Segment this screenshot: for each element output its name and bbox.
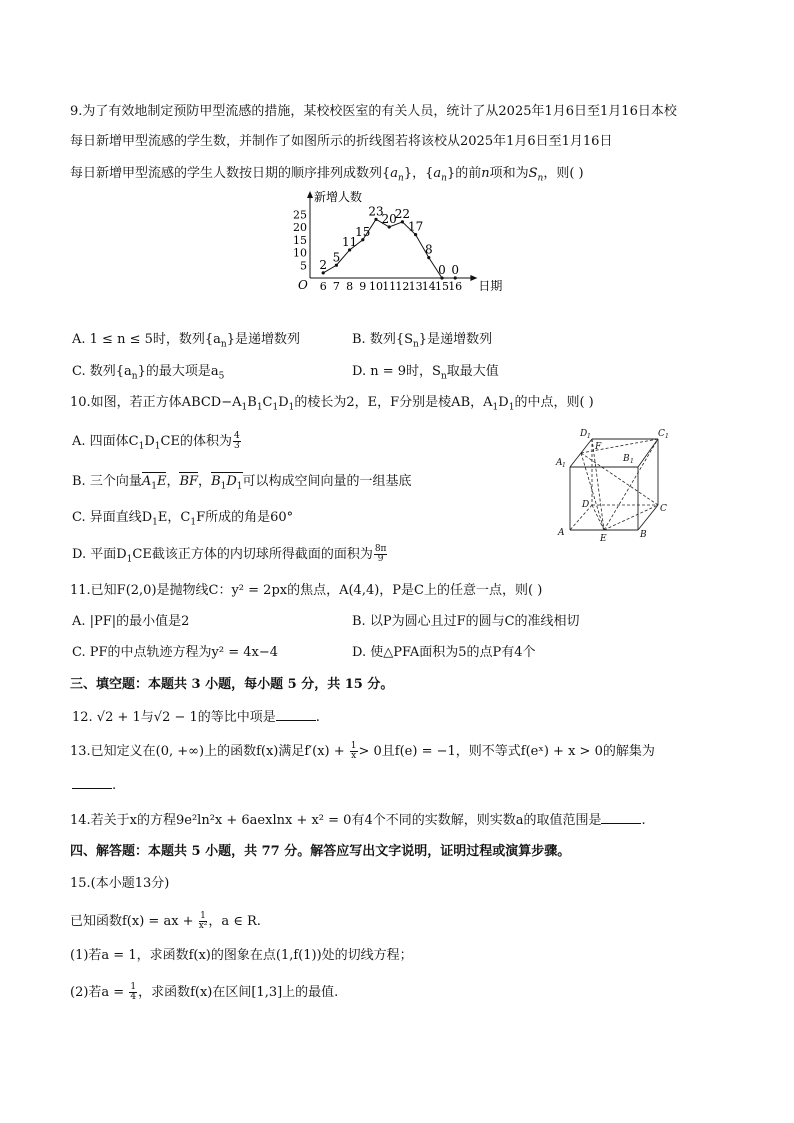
data-label: 15 bbox=[355, 224, 371, 239]
svg-text:1: 1 bbox=[665, 433, 669, 440]
data-label: 0 bbox=[438, 263, 446, 277]
label-d: D bbox=[582, 500, 590, 510]
x-tick-label: 10 bbox=[369, 280, 383, 293]
y-tick-label: 25 bbox=[293, 208, 307, 222]
x-tick-label: 13 bbox=[408, 280, 423, 293]
q10-option-c: C. 异面直线$D_1E$，$C_1F$所成的角是60° bbox=[72, 510, 294, 528]
q11-stem: 11.已知F(2,0)是抛物线C：y² = 2px的焦点，A(4,4)，P是C上的任意一点，则( ) bbox=[70, 583, 543, 598]
x-tick-label: 15 bbox=[435, 280, 449, 293]
q15-title: 15.(本小题13分) bbox=[70, 876, 170, 891]
q12-answer-blank bbox=[276, 708, 316, 721]
label-c: C bbox=[660, 504, 667, 514]
label-b1: B bbox=[623, 454, 630, 464]
x-tick-label: 9 bbox=[359, 280, 367, 293]
x-tick-label: 8 bbox=[346, 280, 354, 293]
data-label: 11 bbox=[341, 234, 358, 249]
q12: 12. √2 + 1与√2 − 1的等比中项是 . bbox=[72, 710, 320, 725]
q10-option-d: D. 平面$D_1CE$截该正方体的内切球所得截面的面积为 $\frac{8\pi}{9}$ bbox=[72, 544, 387, 565]
q13: 13.已知定义在(0, +∞)上的函数f(x)满足f′(x) + $\frac{1}{x}$ > 0且f(e) = −1，则不等式f(eˣ) + x > 0的解集为 bbox=[70, 741, 655, 761]
q13-answer-blank bbox=[72, 776, 112, 789]
label-c1: C bbox=[658, 429, 665, 439]
y-tick-label: 10 bbox=[293, 246, 307, 260]
q11-option-a: A. |PF|的最小值是2 bbox=[72, 614, 190, 629]
section-4-heading: 四、解答题：本题共 5 小题，共 77 分。解答应写出文字说明，证明过程或演算步骤。 bbox=[70, 844, 571, 859]
q10-option-a: A. 四面体$C_1D_1CE$的体积为 $\frac{4}{3}$ bbox=[72, 431, 240, 452]
x-tick-label: 11 bbox=[382, 280, 397, 293]
q15-given: 已知函数f(x) = ax + $\frac{1}{\text{x²}}$ ，a ∈ R. bbox=[70, 911, 261, 931]
q11-option-b: B. 以P为圆心且过F的圆与C的准线相切 bbox=[352, 614, 580, 629]
svg-text:1: 1 bbox=[562, 462, 566, 469]
label-e: E bbox=[600, 534, 607, 544]
svg-text:1: 1 bbox=[587, 433, 591, 440]
q15-part1: (1)若a = 1，求函数f(x)的图象在点(1,f(1))处的切线方程； bbox=[70, 948, 413, 963]
label-b: B bbox=[640, 530, 647, 540]
data-label: 0 bbox=[451, 263, 460, 277]
y-tick-label: 5 bbox=[300, 259, 307, 273]
q9-option-b: B. 数列$\{S_n\}$是递增数列 bbox=[352, 332, 493, 350]
data-label: 23 bbox=[368, 204, 384, 219]
q9-option-c: C. 数列$\{a_n\}$的最大项是$a_5$ bbox=[72, 364, 225, 382]
q11-option-d: D. 使△PFA面积为5的点P有4个 bbox=[352, 645, 536, 660]
q9-option-a: A. 1 ≤ n ≤ 5时，数列$\{a_n\}$是递增数列 bbox=[72, 332, 300, 350]
y-axis-label: 新增人数 bbox=[314, 190, 363, 204]
q10-option-b: B. 三个向量$A_1E$，BF，$B_1D_1$可以构成空间向量的一组基底 bbox=[72, 474, 412, 495]
data-label: 17 bbox=[407, 219, 424, 234]
line-chart bbox=[280, 188, 540, 298]
q14-answer-blank bbox=[601, 811, 641, 824]
y-tick-label: 15 bbox=[293, 233, 307, 247]
x-axis-arrow bbox=[470, 275, 477, 281]
data-label: 22 bbox=[394, 206, 411, 221]
q11-option-c: C. PF的中点轨迹方程为y² = 4x−4 bbox=[72, 645, 278, 660]
data-label: 20 bbox=[381, 212, 397, 226]
x-axis-label: 日期 bbox=[478, 279, 503, 293]
x-tick-label: 12 bbox=[395, 280, 410, 293]
svg-text:1: 1 bbox=[630, 458, 634, 465]
data-label: 5 bbox=[332, 250, 341, 265]
x-tick-label: 14 bbox=[421, 280, 436, 293]
data-label: 8 bbox=[424, 242, 433, 257]
data-label: 2 bbox=[319, 257, 328, 272]
origin-label: O bbox=[298, 278, 308, 292]
y-axis-arrow bbox=[307, 191, 313, 198]
x-tick-label: 6 bbox=[319, 280, 327, 293]
q9-line3: 每日新增甲型流感的学生人数按日期的顺序排列成数列$\{a_n\}$，$\{a_n\}$的前n项和为$S_n$，则( ) bbox=[70, 166, 584, 184]
q9-option-d: D. n = 9时，$S_n$取最大值 bbox=[352, 364, 499, 382]
q14: 14.若关于x的方程9e²ln²x + 6aexlnx + x² = 0有4个不同的实数解，则实数a的取值范围是 . bbox=[70, 813, 646, 828]
label-a: A bbox=[558, 528, 565, 538]
label-d1: D bbox=[580, 429, 588, 439]
label-a1: A bbox=[556, 458, 563, 468]
q15-part2: (2)若a = $\frac{1}{4}$ ，求函数f(x)在区间[1,3]上的最值. bbox=[70, 982, 339, 1002]
q9-line1: 9.为了有效地制定预防甲型流感的措施，某校校医室的有关人员，统计了从2025年1月6日至1月16日本校 bbox=[70, 104, 677, 119]
x-tick-label: 16 bbox=[448, 280, 463, 293]
q10-stem: 10.如图，若正方体$ABCD-A_1B_1C_1D_1$的棱长为2，E，F分别是棱AB，$A_1D_1$的中点，则( ) bbox=[70, 395, 594, 413]
q13-answer-line: . bbox=[72, 776, 116, 794]
q9-line2: 每日新增甲型流感的学生数，并制作了如图所示的折线图若将该校从2025年1月6日至1月16日 bbox=[70, 134, 613, 149]
x-tick-label: 7 bbox=[332, 280, 340, 293]
cube-diagram bbox=[552, 425, 682, 545]
section-3-heading: 三、填空题：本题共 3 小题，每小题 5 分，共 15 分。 bbox=[70, 677, 394, 692]
label-f: F bbox=[595, 442, 602, 452]
y-tick-label: 20 bbox=[293, 221, 307, 234]
